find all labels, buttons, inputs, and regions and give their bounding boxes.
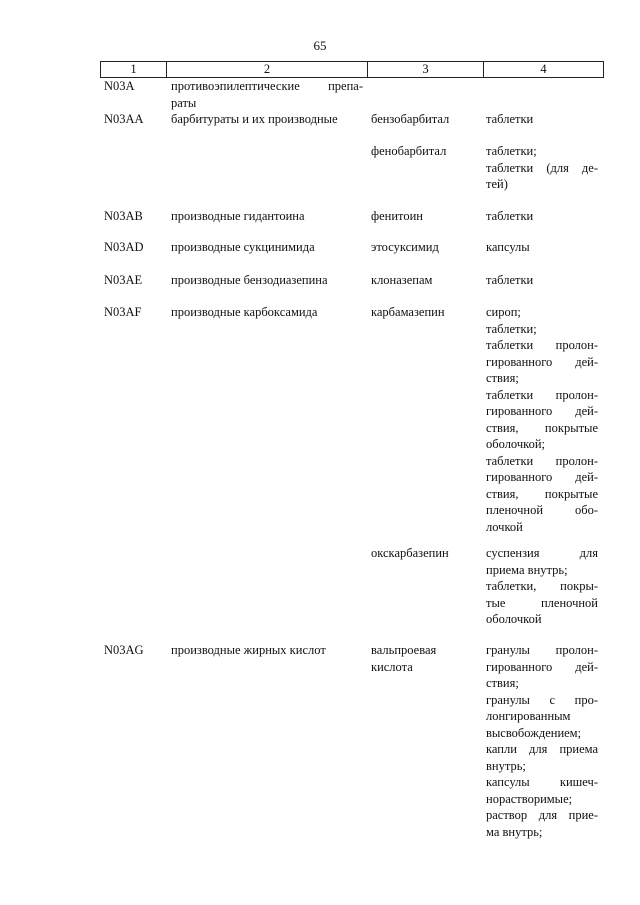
text-line: капсулы кишеч- bbox=[486, 775, 598, 789]
text-line: гранулы с про- bbox=[486, 692, 598, 707]
text-line: ствия, покрытые bbox=[486, 420, 598, 435]
text-line: тей) bbox=[486, 177, 508, 191]
text-line: пленочной обо- bbox=[486, 503, 598, 517]
text-line: таблетки пролон- bbox=[486, 338, 598, 352]
text-line: ствия, покрытые bbox=[486, 486, 598, 501]
header-col-2: 2 bbox=[167, 62, 368, 77]
text-line: гированного дей- bbox=[486, 404, 598, 418]
text-line: таблетки bbox=[486, 209, 534, 223]
text-line: ствия; bbox=[486, 371, 519, 385]
dosage-form-cell bbox=[486, 239, 598, 256]
text-line: капсулы bbox=[486, 240, 530, 254]
code-cell: N03AE bbox=[104, 273, 143, 287]
dosage-form-cell bbox=[486, 545, 598, 628]
code-cell: N03AA bbox=[104, 112, 144, 126]
drug-name-cell: фенобарбитал bbox=[371, 144, 447, 158]
drug-name-cell: бензобарбитал bbox=[371, 112, 450, 126]
group-name-cell: производные бензодиазепина bbox=[171, 273, 328, 287]
text-line: высвобождением; bbox=[486, 725, 582, 740]
drug-name-cell: этосуксимид bbox=[371, 240, 439, 254]
drug-name-cell: карбамазепин bbox=[371, 305, 445, 319]
dosage-form-cell bbox=[486, 304, 598, 535]
text-line: кислота bbox=[371, 659, 413, 674]
text-line: ствия; bbox=[486, 676, 519, 690]
text-line: лочкой bbox=[486, 519, 523, 534]
text-line: таблетки (для де- bbox=[486, 160, 598, 175]
text-line: суспензия для bbox=[486, 546, 598, 560]
group-name-cell: производные карбоксамида bbox=[171, 305, 318, 319]
drug-name-cell: окскарбазепин bbox=[371, 546, 449, 560]
group-name-cell: барбитураты и их производные bbox=[171, 112, 338, 126]
text-line: приема внутрь; bbox=[486, 562, 568, 577]
drug-name-cell: фенитоин bbox=[371, 209, 423, 223]
group-name-cell: производные гидантоина bbox=[171, 209, 305, 223]
text-line: внутрь; bbox=[486, 758, 526, 773]
text-line: гранулы пролон- bbox=[486, 643, 598, 657]
text-line: вальпроевая bbox=[371, 643, 437, 657]
code-cell: N03AD bbox=[104, 240, 144, 254]
group-name-cell bbox=[171, 78, 363, 111]
text-line: лонгированным bbox=[486, 709, 571, 723]
text-line: раствор для прие- bbox=[486, 808, 598, 822]
text-line: норастворимые; bbox=[486, 791, 573, 806]
page-number: 65 bbox=[313, 38, 327, 53]
text-line: таблетки bbox=[486, 273, 534, 287]
header-col-4: 4 bbox=[540, 62, 547, 76]
text-line: ма внутрь; bbox=[486, 824, 543, 839]
code-cell: N03A bbox=[104, 79, 135, 93]
code-cell: N03AF bbox=[104, 305, 142, 319]
text-line: капли для приема bbox=[486, 742, 598, 756]
text-line: противоэпилептические препа- bbox=[171, 79, 363, 93]
text-line: гированного дей- bbox=[486, 470, 598, 484]
header-col-3: 3 bbox=[368, 62, 484, 77]
text-line: таблетки; bbox=[486, 321, 537, 336]
table-header bbox=[100, 61, 604, 78]
dosage-form-cell bbox=[486, 111, 598, 128]
header-col-1: 1 bbox=[101, 62, 167, 77]
text-line: таблетки пролон- bbox=[486, 453, 598, 468]
drug-name-cell: клоназепам bbox=[371, 273, 433, 287]
text-line: оболочкой; bbox=[486, 437, 545, 451]
dosage-form-cell bbox=[486, 143, 598, 193]
text-line: раты bbox=[171, 95, 197, 110]
dosage-form-cell bbox=[486, 272, 598, 289]
group-name-cell: производные жирных кислот bbox=[171, 643, 326, 657]
text-line: таблетки; bbox=[486, 144, 537, 158]
text-line: оболочкой bbox=[486, 612, 542, 626]
text-line: тые пленочной bbox=[486, 595, 598, 610]
code-cell: N03AG bbox=[104, 643, 144, 657]
dosage-form-cell bbox=[486, 208, 598, 225]
drug-name-cell bbox=[371, 642, 479, 675]
code-cell: N03AB bbox=[104, 209, 143, 223]
text-line: гированного дей- bbox=[486, 354, 598, 369]
text-line: таблетки, покры- bbox=[486, 579, 598, 593]
group-name-cell: производные сукцинимида bbox=[171, 240, 315, 254]
text-line: сироп; bbox=[486, 305, 521, 319]
dosage-form-cell bbox=[486, 642, 598, 840]
text-line: таблетки bbox=[486, 112, 534, 126]
text-line: таблетки пролон- bbox=[486, 387, 598, 402]
text-line: гированного дей- bbox=[486, 659, 598, 674]
